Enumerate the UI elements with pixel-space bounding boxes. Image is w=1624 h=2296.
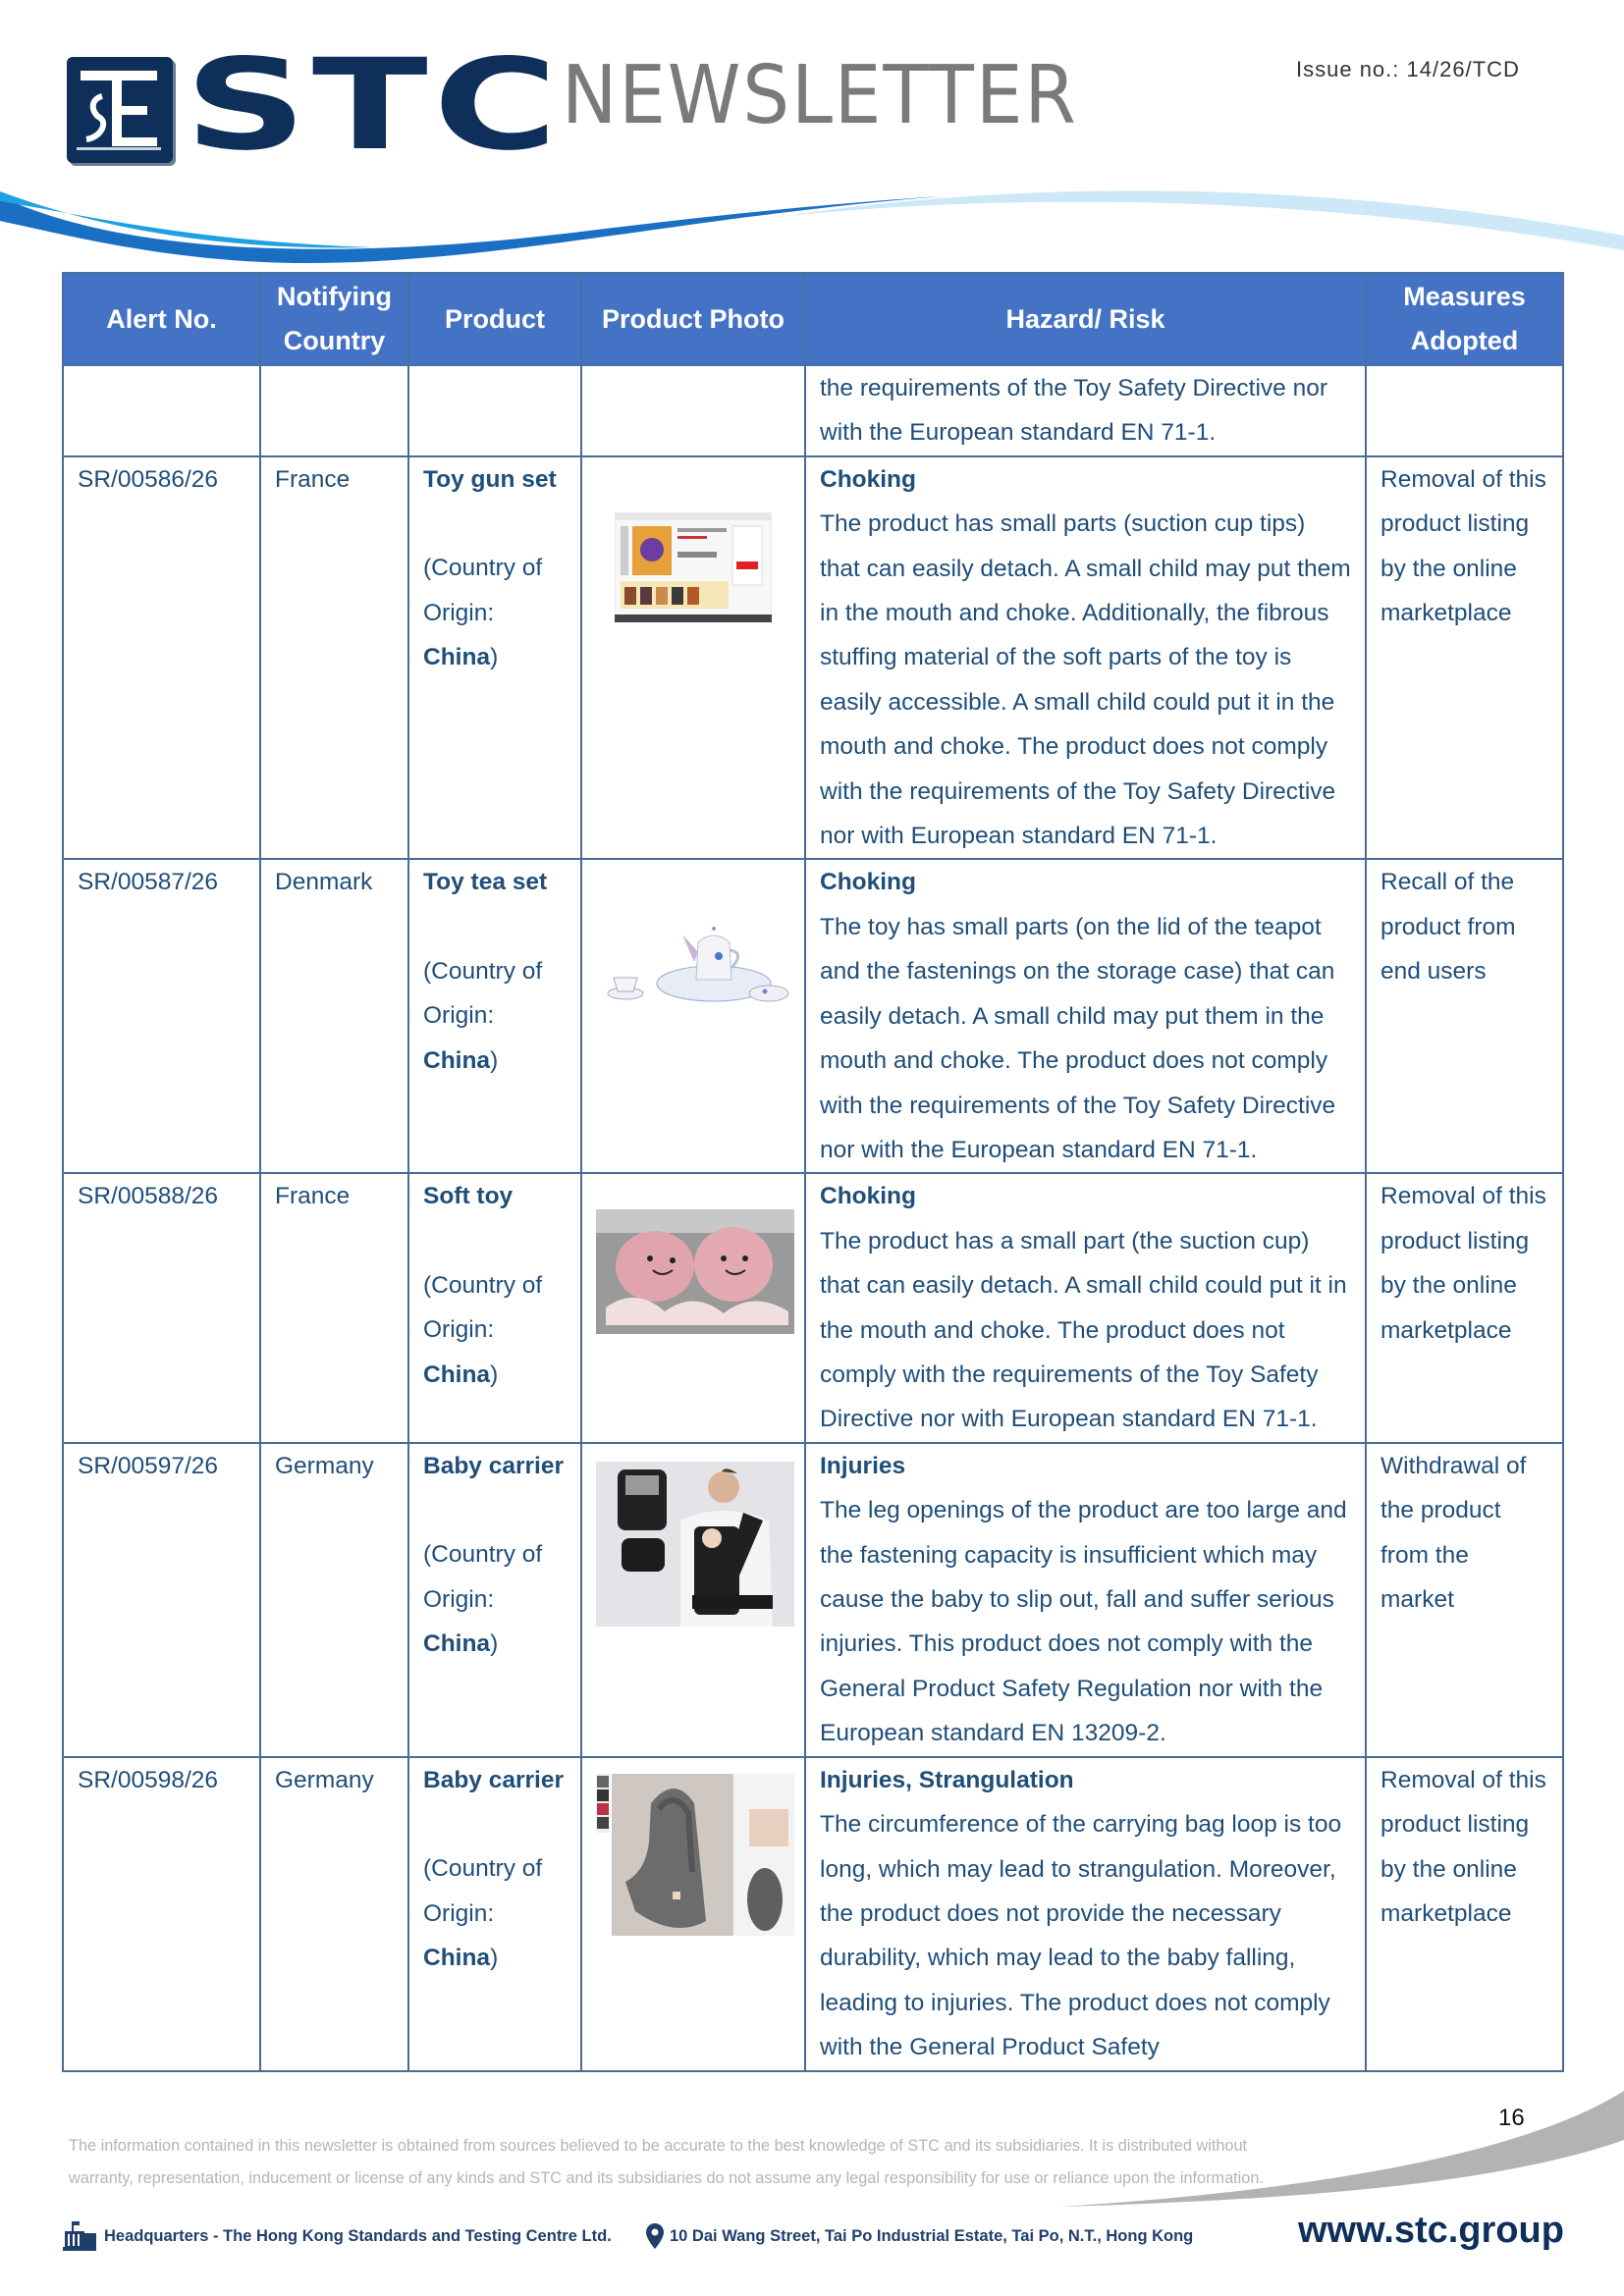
table-row xyxy=(63,1757,1563,2071)
origin-suffix: ) xyxy=(490,1629,499,1657)
origin-label: (Country of Origin: xyxy=(423,1855,543,1927)
cell-country: France xyxy=(260,456,408,860)
pink-octopus-soft-toy-photo xyxy=(596,1209,794,1334)
table-row xyxy=(63,1173,1563,1442)
cell-alert-no: SR/00598/26 xyxy=(63,1757,260,2071)
hazard-title: Choking xyxy=(820,1183,916,1210)
disclaimer-text: The information contained in this newsletter is obtained from sources believed to be accurate to the best knowledge of STC and its subsidiaries. It is distributed without warranty, representation, inducement or license of any kinds and STC and its subsidiaries do not assume any legal responsibility for use or reliance upon the information. xyxy=(69,2137,1264,2187)
header-wave-decoration xyxy=(0,177,1624,275)
hazard-text: The toy has small parts (on the lid of the teapot and the fastenings on the storage case) that can easily detach. A small child may put them in the mouth and choke. The product does not comply with the requirements of the Toy Safety Directive nor with the European standard EN 71-1. xyxy=(820,913,1336,1163)
hazard-title: Choking xyxy=(820,869,916,896)
cell-measures xyxy=(1366,365,1563,456)
cell-country: Germany xyxy=(260,1757,408,2071)
cell-hazard xyxy=(805,1443,1366,1757)
origin-label: (Country of Origin: xyxy=(423,957,543,1030)
cell-hazard xyxy=(805,1173,1366,1442)
cell-country xyxy=(260,365,408,456)
logo-wordmark: STC xyxy=(185,32,564,179)
origin-label: (Country of Origin: xyxy=(423,1541,543,1613)
cell-country: Denmark xyxy=(260,859,408,1173)
cell-hazard xyxy=(805,1757,1366,2071)
cell-alert-no xyxy=(63,365,260,456)
toy-tea-set-photo xyxy=(596,923,792,1011)
origin-country: China xyxy=(423,1046,491,1074)
cell-alert-no: SR/00587/26 xyxy=(63,859,260,1173)
toy-gun-set-photo xyxy=(615,512,772,622)
hazard-text: the requirements of the Toy Safety Directive nor with the European standard EN 71-1. xyxy=(820,375,1328,447)
cell-hazard xyxy=(805,365,1366,456)
stc-logo xyxy=(67,32,564,179)
hazard-title: Injuries, Strangulation xyxy=(820,1766,1074,1793)
origin-country: China xyxy=(423,1944,491,1971)
cell-measures: Removal of this product listing by the online marketplace xyxy=(1366,456,1563,860)
origin-country: China xyxy=(423,1361,491,1388)
baby-sling-grey-photo xyxy=(596,1774,794,1936)
cell-photo xyxy=(581,456,805,860)
building-icon xyxy=(63,2221,96,2251)
issue-number: Issue no.: 14/26/TCD xyxy=(1296,57,1520,81)
cell-photo xyxy=(581,365,805,456)
origin-suffix: ) xyxy=(490,644,499,671)
origin-label: (Country of Origin: xyxy=(423,1271,543,1344)
cell-photo xyxy=(581,1757,805,2071)
hazard-text: The circumference of the carrying bag loop is too long, which may lead to strangulation. Moreover, the product does not provide the necessary durability, which may lead to the baby falling, leading to injuries. The product does not comply with the General Product Safety xyxy=(820,1811,1342,2061)
product-name: Baby carrier xyxy=(423,1452,565,1479)
cell-product xyxy=(408,1443,581,1757)
table-row xyxy=(63,456,1563,860)
header-alert-no: Alert No. xyxy=(63,273,260,365)
table-row xyxy=(63,859,1563,1173)
origin-suffix: ) xyxy=(490,1361,499,1388)
cell-product xyxy=(408,365,581,456)
headquarters-info xyxy=(63,2220,612,2252)
cell-measures: Removal of this product listing by the online marketplace xyxy=(1366,1757,1563,2071)
hazard-title: Injuries xyxy=(820,1452,906,1479)
hazard-text: The leg openings of the product are too large and the fastening capacity is insufficient which may cause the baby to slip out, fall and suffer serious injuries. This product does not comply with the General Product Safety Regulation nor with the European standard EN 13209-2. xyxy=(820,1497,1347,1747)
table-row xyxy=(63,1443,1563,1757)
cell-alert-no: SR/00586/26 xyxy=(63,456,260,860)
header-hazard-risk: Hazard/ Risk xyxy=(805,273,1366,365)
header-measures-adopted: Measures Adopted xyxy=(1366,273,1563,365)
cell-country: France xyxy=(260,1173,408,1442)
website-link[interactable]: www.stc.group xyxy=(1298,2210,1564,2251)
cell-measures: Withdrawal of the product from the market xyxy=(1366,1443,1563,1757)
cell-alert-no: SR/00597/26 xyxy=(63,1443,260,1757)
hazard-title: Choking xyxy=(820,465,916,493)
product-alerts-table xyxy=(62,272,1564,2072)
cell-product xyxy=(408,456,581,860)
baby-carrier-black-photo xyxy=(596,1462,794,1627)
hazard-text: The product has a small part (the suction cup) that can easily detach. A small child could put it in the mouth and choke. The product does not comply with the requirements of the Toy Safety Directive nor with European standard EN 71-1. xyxy=(820,1227,1347,1433)
headquarters-name: Headquarters - The Hong Kong Standards and Testing Centre Ltd. xyxy=(104,2226,612,2245)
newsletter-title: NEWSLETTER xyxy=(562,49,1078,142)
cell-hazard xyxy=(805,859,1366,1173)
cell-product xyxy=(408,1757,581,2071)
table-row-continuation xyxy=(63,365,1563,456)
cell-country: Germany xyxy=(260,1443,408,1757)
cell-photo xyxy=(581,1173,805,1442)
header-product: Product xyxy=(408,273,581,365)
table-header-row xyxy=(63,273,1563,365)
cell-measures: Removal of this product listing by the online marketplace xyxy=(1366,1173,1563,1442)
page-number: 16 xyxy=(1498,2105,1525,2131)
cell-photo xyxy=(581,859,805,1173)
product-name: Toy tea set xyxy=(423,869,548,896)
header-notifying-country: Notifying Country xyxy=(260,273,408,365)
header-product-photo: Product Photo xyxy=(581,273,805,365)
location-pin-icon xyxy=(646,2223,664,2249)
cell-measures: Recall of the product from end users xyxy=(1366,859,1563,1173)
origin-suffix: ) xyxy=(490,1944,499,1971)
hazard-text: The product has small parts (suction cup tips) that can easily detach. A small child may put them in the mouth and choke. Additionally, the fibrous stuffing material of the soft parts of the toy is easily accessible. A small child could put it in the mouth and choke. The product does not comply with the requirements of the Toy Safety Directive nor with European standard EN 71-1. xyxy=(820,510,1351,850)
product-name: Baby carrier xyxy=(423,1766,565,1793)
address-info xyxy=(646,2220,1193,2252)
origin-label: (Country of Origin: xyxy=(423,555,543,626)
origin-country: China xyxy=(423,1629,491,1657)
address-text: 10 Dai Wang Street, Tai Po Industrial Estate, Tai Po, N.T., Hong Kong xyxy=(670,2226,1194,2245)
cell-photo xyxy=(581,1443,805,1757)
stc-emblem-icon xyxy=(67,57,173,163)
origin-country: China xyxy=(423,644,491,671)
product-name: Soft toy xyxy=(423,1183,514,1210)
product-name: Toy gun set xyxy=(423,465,557,493)
cell-product xyxy=(408,859,581,1173)
cell-alert-no: SR/00588/26 xyxy=(63,1173,260,1442)
cell-hazard xyxy=(805,456,1366,860)
origin-suffix: ) xyxy=(490,1046,499,1074)
cell-product xyxy=(408,1173,581,1442)
